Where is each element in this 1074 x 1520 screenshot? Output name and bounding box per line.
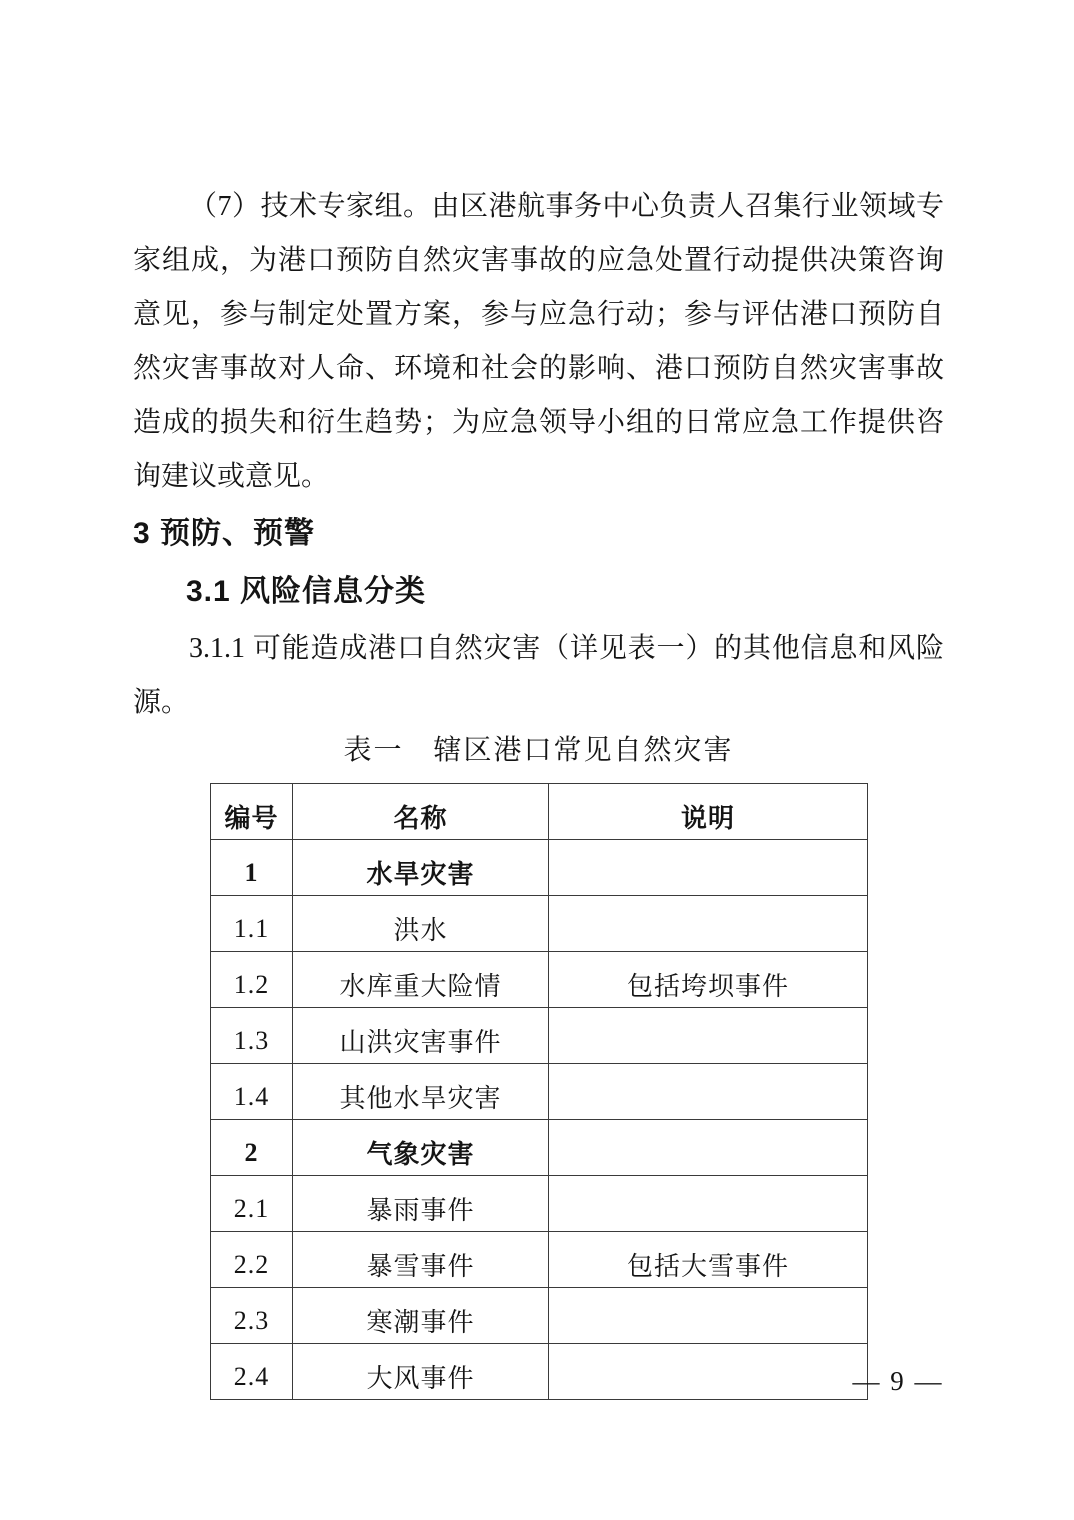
cell-note <box>549 896 868 952</box>
table-row <box>211 840 868 896</box>
table-row <box>211 1344 868 1400</box>
paragraph-line: （7）技术专家组。由区港航事务中心负责人召集行业领域专 <box>189 191 944 222</box>
cell-id: 2.2 <box>211 1232 293 1288</box>
cell-name: 水库重大险情 <box>293 952 549 1008</box>
cell-note <box>549 1176 868 1232</box>
column-header-id: 编号 <box>211 784 293 840</box>
table-row <box>211 952 868 1008</box>
table-row <box>211 1008 868 1064</box>
paragraph-expert-group <box>133 180 944 504</box>
paragraph-line: 询建议或意见。 <box>133 461 330 492</box>
cell-name: 洪水 <box>293 896 549 952</box>
cell-note <box>549 840 868 896</box>
cell-name: 暴雪事件 <box>293 1232 549 1288</box>
cell-id: 2.4 <box>211 1344 293 1400</box>
cell-id: 1.2 <box>211 952 293 1008</box>
table-row <box>211 1176 868 1232</box>
table-header-row <box>211 784 868 840</box>
cell-note <box>549 1288 868 1344</box>
cell-name: 山洪灾害事件 <box>293 1008 549 1064</box>
cell-name: 大风事件 <box>293 1344 549 1400</box>
cell-note <box>549 1120 868 1176</box>
table-title: 表一 辖区港口常见自然灾害 <box>343 735 734 766</box>
cell-note <box>549 1008 868 1064</box>
table-row <box>211 1288 868 1344</box>
cell-name: 暴雨事件 <box>293 1176 549 1232</box>
paragraph-line: 意见，参与制定处置方案，参与应急行动；参与评估港口预防自 <box>133 299 944 330</box>
cell-id: 1 <box>211 840 293 896</box>
disaster-table <box>210 783 868 1400</box>
paragraph-line: 然灾害事故对人命、环境和社会的影响、港口预防自然灾害事故 <box>133 353 944 384</box>
paragraph-3-1-1 <box>133 622 944 730</box>
cell-id: 2.1 <box>211 1176 293 1232</box>
column-header-name: 名称 <box>293 784 549 840</box>
cell-id: 1.3 <box>211 1008 293 1064</box>
cell-note <box>549 1344 868 1400</box>
paragraph-line: 家组成，为港口预防自然灾害事故的应急处置行动提供决策咨询 <box>133 245 944 276</box>
section-heading-3-1: 3.1 风险信息分类 <box>186 575 427 608</box>
paragraph-line: 造成的损失和衍生趋势；为应急领导小组的日常应急工作提供咨 <box>133 407 944 438</box>
page-number: — 9 — <box>852 1366 944 1396</box>
cell-name: 水旱灾害 <box>293 840 549 896</box>
cell-note <box>549 1064 868 1120</box>
paragraph-line: 源。 <box>133 687 190 718</box>
table-row <box>211 1064 868 1120</box>
table-row <box>211 896 868 952</box>
column-header-note: 说明 <box>549 784 868 840</box>
cell-name: 气象灾害 <box>293 1120 549 1176</box>
cell-id: 2.3 <box>211 1288 293 1344</box>
paragraph-line: 3.1.1 可能造成港口自然灾害（详见表一）的其他信息和风险 <box>189 633 944 664</box>
cell-id: 1.1 <box>211 896 293 952</box>
cell-note: 包括垮坝事件 <box>549 952 868 1008</box>
cell-note: 包括大雪事件 <box>549 1232 868 1288</box>
cell-name: 其他水旱灾害 <box>293 1064 549 1120</box>
cell-id: 2 <box>211 1120 293 1176</box>
cell-name: 寒潮事件 <box>293 1288 549 1344</box>
cell-id: 1.4 <box>211 1064 293 1120</box>
section-heading-3: 3 预防、预警 <box>133 517 316 550</box>
table-row <box>211 1120 868 1176</box>
table-row <box>211 1232 868 1288</box>
